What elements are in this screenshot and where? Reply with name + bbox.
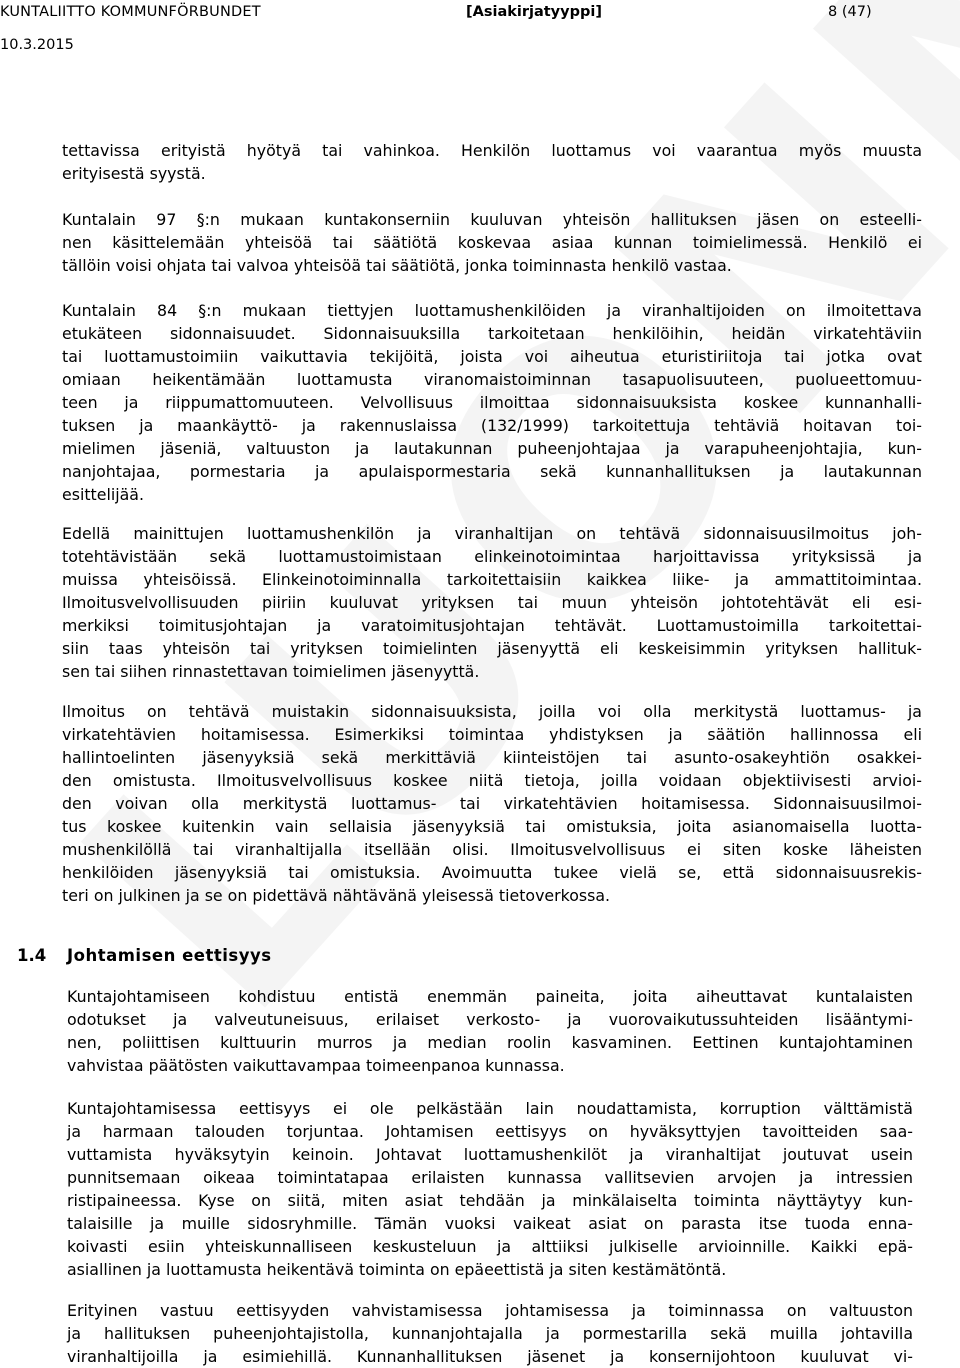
paragraph-conflict-intro (62, 139, 922, 185)
text-line: mielimen jäseniä, valtuuston ja lautakunnan puheenjohtajaa ja varapuheenjohtajia, kun- (62, 439, 922, 458)
text-line: den voivan olla merkitystä luottamus- tai virkatehtävien hoitamisessa. Sidonnaisuusilmoi- (62, 794, 922, 813)
paragraph-disclosure-duty (62, 522, 922, 683)
text-line: koivasti esiin yhteiskunnalliseen keskusteluun ja alttiiksi julkiselle arvioinnille. Kaikki epä- (67, 1237, 913, 1256)
paragraph-ethics-definition (67, 1097, 913, 1281)
text-line: virkatehtävien hoitamisessa. Esimerkiksi toimintaa yhdistyksen ja säätiön hallinnossa eli (62, 725, 922, 744)
text-line: tus koskee kuitenkin vain sellaisia jäsenyyksiä tai omistuksia, joita asianomaisella luotta- (62, 817, 922, 836)
header-date: 10.3.2015 (0, 37, 74, 53)
text-line: nen käsittelemään yhteisöä tai säätiötä koskevaa asiaa kunnan toimielimessä. Henkilö ei (62, 233, 922, 252)
text-line: odotukset ja valveutuneisuus, erilaiset verkosto- ja vuorovaikutussuhteiden lisääntymi- (67, 1010, 913, 1029)
section-heading: Johtamisen eettisyys (67, 946, 272, 965)
text-line: Kuntalain 84 §:n mukaan tiettyjen luottamushenkilöiden ja viranhaltijoiden on ilmoitettava (62, 301, 922, 320)
header-organization: KUNTALIITTO KOMMUNFÖRBUNDET (0, 4, 261, 20)
text-line: Edellä mainittujen luottamushenkilön ja viranhaltijan on tehtävä sidonnaisuusilmoitus joh- (62, 524, 922, 543)
text-line: asiallinen ja luottamusta heikentävä toiminta on epäeettistä ja siten kestämätöntä. (67, 1260, 727, 1279)
text-line: merkiksi toimitusjohtajan ja varatoimitusjohtajan tehtävät. Luottamustoimilla tarkoitettai- (62, 616, 922, 635)
section-number: 1.4 (17, 946, 47, 965)
paragraph-special-responsibility (67, 1299, 913, 1368)
text-line: Ilmoitus on tehtävä muistakin sidonnaisuuksista, joilla voi olla merkitystä luottamus- ja (62, 702, 922, 721)
text-line: talaisille ja muille sidosryhmille. Tämän vuoksi vaikeat asiat on parasta itse tuoda enna- (67, 1214, 913, 1233)
page-header (0, 0, 960, 60)
paragraph-leadership-pressures (67, 985, 913, 1077)
text-line: teri on julkinen ja se on pidettävä nähtävänä yleisessä tietoverkossa. (62, 886, 611, 905)
text-line: tällöin voisi ohjata tai valvoa yhteisöä tai säätiötä, jonka toiminnasta henkilö vastaa. (62, 256, 732, 275)
text-line: tai luottamustoimiin vaikuttavia tekijöitä, joista voi aiheutua eturistiriitoja tai jotka ovat (62, 347, 922, 366)
text-line: erityisestä syystä. (62, 164, 206, 183)
header-page-number: 8 (47) (828, 4, 872, 20)
text-line: den omistusta. Ilmoitusvelvollisuus koskee niitä tietoja, joilla voidaan objektiivisesti arvioi- (62, 771, 922, 790)
text-line: ja hallituksen puheenjohtajistolla, kunnanjohtajalla ja pormestarilla sekä muilla johtavilla (67, 1324, 913, 1343)
text-line: mushenkilöllä tai viranhaltijalla itsellään olisi. Ilmoitusvelvollisuus ei siten koske läheisten (62, 840, 922, 859)
paragraph-other-ties (62, 700, 922, 907)
text-line: muissa yhteisöissä. Elinkeinotoiminnalla tarkoitettaisiin kaikkea liike- ja ammattitoimintaa. (62, 570, 922, 589)
text-line: Erityinen vastuu eettisyyden vahvistamisessa johtamisessa ja toiminnassa on valtuuston (67, 1301, 913, 1320)
text-line: viranhaltijoilla ja esimiehillä. Kunnanhallituksen jäsenet ja konsernijohtoon kuuluvat vi- (67, 1347, 913, 1366)
text-line: Kuntalain 97 §:n mukaan kuntakonserniin kuuluvan yhteisön hallituksen jäsen on esteelli- (62, 210, 922, 229)
text-line: totehtävistään sekä luottamustoimistaan elinkeinotoimintaa harjoittavissa yrityksissä ja (62, 547, 922, 566)
text-line: Kuntajohtamiseen kohdistuu entistä enemmän paineita, joita aiheuttavat kuntalaisten (67, 987, 913, 1006)
text-line: nanjohtajaa, pormestaria ja apulaispormestaria sekä kunnanhallituksen ja lautakunnan (62, 462, 922, 481)
text-line: vahvistaa päätösten vaikuttavampaa toimeenpanoa kunnassa. (67, 1056, 565, 1075)
text-line: nen, poliittisen kulttuurin murros ja median roolin kasvaminen. Eettinen kuntajohtaminen (67, 1033, 913, 1052)
text-line: siin taas yhteisön tai yrityksen toimielinten jäsenyyttä eli keskeisimmin yrityksen hallituk- (62, 639, 922, 658)
header-document-type: [Asiakirjatyyppi] (466, 4, 602, 20)
text-line: vuttamista hyväksytyin keinoin. Johtavat luottamushenkilöt ja viranhaltijat joutuvat usein (67, 1145, 913, 1164)
text-line: sen tai siihen rinnastettavan toimielimen jäsenyyttä. (62, 662, 480, 681)
text-line: Kuntajohtamisessa eettisyys ei ole pelkästään lain noudattamista, korruption välttämistä (67, 1099, 913, 1118)
text-line: hallintoelinten jäsenyyksiä sekä merkittäviä kiinteistöjen tai asunto-osakeyhtiön osakkei- (62, 748, 922, 767)
text-line: esittelijää. (62, 485, 144, 504)
text-line: Ilmoitusvelvollisuuden piiriin kuuluvat yrityksen tai muun yhteisön johtotehtävät eli esi- (62, 593, 922, 612)
paragraph-section-84 (62, 299, 922, 506)
text-line: teen ja riippumattomuuteen. Velvollisuus ilmoittaa sidonnaisuuksista koskee kunnanhalli- (62, 393, 922, 412)
text-line: ristipaineessa. Kyse on siitä, miten asiat tehdään ja minkälaiselta toiminta näyttäytyy kun- (67, 1191, 913, 1210)
text-line: henkilöiden jäsenyyksiä tai omistuksia. Avoimuutta tukee vielä se, että sidonnaisuusrekis- (62, 863, 922, 882)
text-line: etukäteen sidonnaisuudet. Sidonnaisuuksilla tarkoitetaan henkilöihin, heidän virkatehtäviin (62, 324, 922, 343)
text-line: ja harmaan talouden torjuntaa. Johtamisen eettisyys on hyväksyttyjen tavoitteiden saa- (67, 1122, 913, 1141)
paragraph-section-97 (62, 208, 922, 277)
text-line: tuksen ja maankäyttö- ja rakennuslaissa (132/1999) tarkoitettuja tehtäviä hoitavan toi- (62, 416, 922, 435)
text-line: punnitsemaan oikeaa toimintatapaa erilaisten kunnassa vallitsevien arvojen ja intressien (67, 1168, 913, 1187)
text-line: omiaan heikentämään luottamusta viranomaistoiminnan tasapuolisuuteen, puolueettomuu- (62, 370, 922, 389)
text-line: tettavissa erityistä hyötyä tai vahinkoa. Henkilön luottamus voi vaarantua myös muusta (62, 141, 922, 160)
